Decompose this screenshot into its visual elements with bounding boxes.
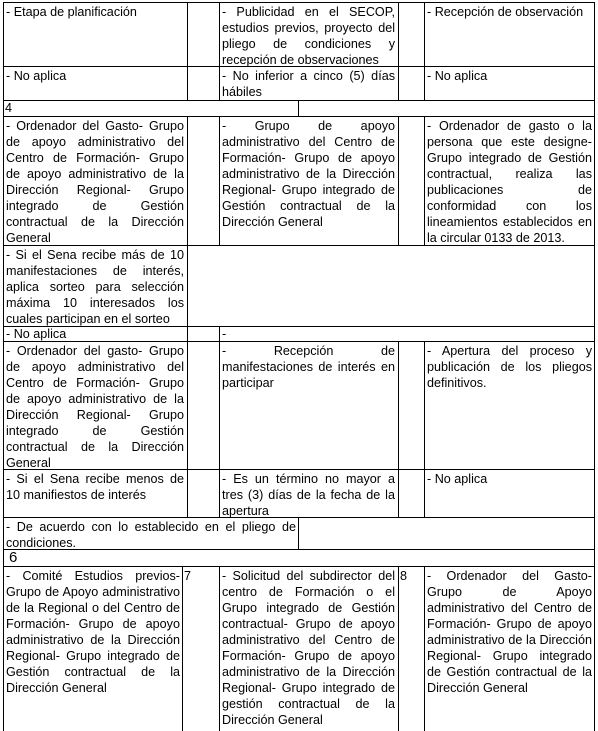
cell-r11-committee: - Comité Estudios previos- Grupo de Apoyo administrativo de la Regional o del Centro de Formación- Grupo de apoyo administrativo de la Dirección Regional- Grupo integrado de Gestión contractual de la Dirección General <box>6 569 180 695</box>
cell-r11-ordenador: - Ordenador del Gasto- Grupo de Apoyo administrativo del Centro de Formación- Grupo de apoyo administrativo de la Dirección Regional- Grupo integrado de Gestión contractual de la Dirección General <box>427 569 592 695</box>
step-number-6: 6 <box>9 549 18 566</box>
cell-r11-request: - Solicitud del subdirector del centro de Formación o el Grupo integrado de Gestión contractual- Grupo de apoyo administrativo del Centro de Formación- Grupo de apoyo administrativo de la Dirección Regional- Grupo integrado de gestión contractual de la Dirección General <box>222 569 395 727</box>
cell-r6-c: - <box>222 327 227 341</box>
cell-r1-activity: - Publicidad en el SECOP, estudios previos, proyecto del pliego de condiciones y recepción de observaciones <box>222 5 395 67</box>
step-number-8: 8 <box>400 569 408 583</box>
cell-r7-reception: - Recepción de manifestaciones de interés en participar <box>222 344 395 390</box>
cell-r8-term: - Es un término no mayor a tres (3) días de la fecha de la apertura <box>222 472 395 518</box>
cell-r9-note: - De acuerdo con lo establecido en el pliego de condiciones. <box>6 520 296 550</box>
cell-r2-term: - No inferior a cinco (5) días hábiles <box>222 69 395 99</box>
cell-r1-stage: - Etapa de planificación <box>6 5 137 19</box>
cell-r8-condition: - Si el Sena recibe menos de 10 manifiestos de interés <box>6 472 184 502</box>
cell-r7-responsible: - Ordenador del gasto- Grupo de apoyo administrativo del Centro de Formación- Grupo de apoyo administrativo de la Dirección Regional- Grupo integrado de Gestión contractual de la Dirección General <box>6 344 184 470</box>
cell-r4-group: - Grupo de apoyo administrativo del Centro de Formación- Grupo de apoyo administrativo de la Dirección Regional- Grupo integrado de Gestión contractual de la Dirección General <box>222 119 395 229</box>
step-number-4: 4 <box>5 101 13 115</box>
cell-r6-a: - No aplica <box>6 327 67 341</box>
step-number-7: 7 <box>184 569 192 583</box>
cell-r4-responsible: - Ordenador del Gasto- Grupo de apoyo administrativo del Centro de Formación- Grupo de apoyo administrativo de la Dirección Regional- Grupo integrado de Gestión contractual de la Dirección General <box>6 119 184 245</box>
cell-r1-result: - Recepción de observación <box>427 5 584 19</box>
cell-r8-e: - No aplica <box>427 472 488 486</box>
cell-r2-a: - No aplica <box>6 69 67 83</box>
cell-r7-opening: - Apertura del proceso y publicación de los pliegos definitivos. <box>427 344 592 390</box>
cell-r4-publications: - Ordenador de gasto o la persona que este designe- Grupo integrado de Gestión contractual, realiza las publicaciones de conformidad con los lineamientos establecidos en la circular 0133 de 2013. <box>427 119 592 245</box>
cell-r5-condition: - Si el Sena recibe más de 10 manifestaciones de interés, aplica sorteo para selección máxima 10 interesados los cuales participan en el sorteo <box>6 248 184 326</box>
cell-r2-e: - No aplica <box>427 69 488 83</box>
